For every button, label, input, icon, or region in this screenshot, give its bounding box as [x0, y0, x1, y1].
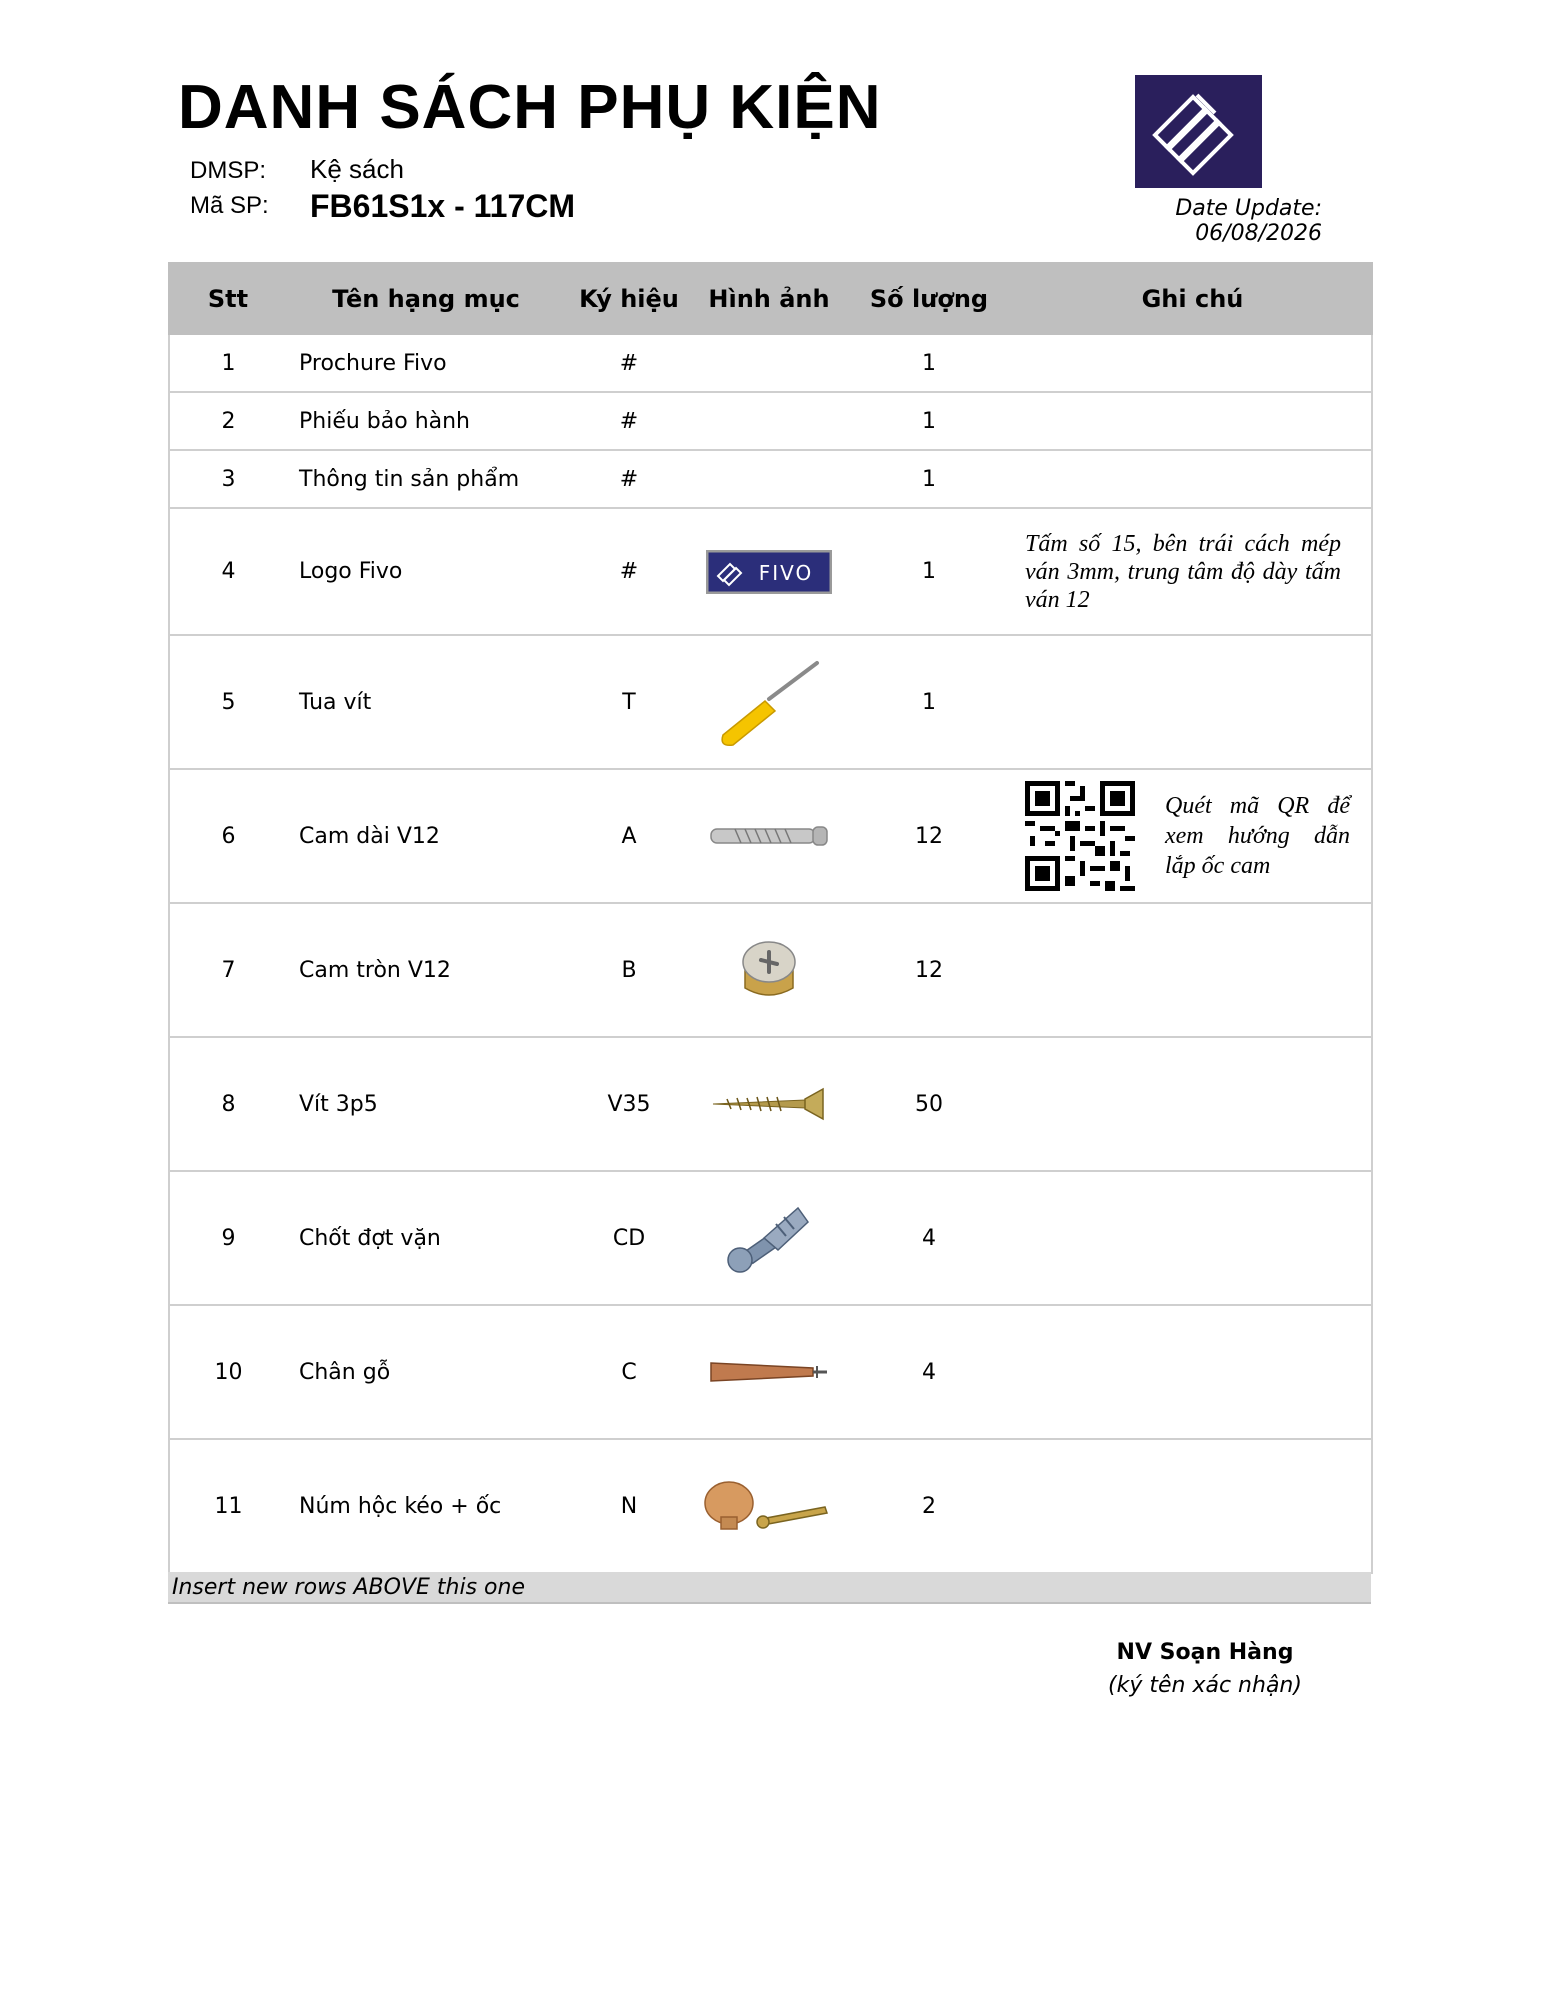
- col-header-name: Tên hạng mục: [287, 263, 565, 334]
- row-note: [1013, 450, 1372, 508]
- drawer-knob-icon: [703, 1479, 835, 1533]
- row-qty: 12: [845, 903, 1013, 1037]
- row-image: [693, 769, 845, 903]
- row-qty: 1: [845, 450, 1013, 508]
- table-row: [169, 903, 1372, 1037]
- row-code: C: [565, 1305, 693, 1439]
- qr-code-icon[interactable]: [1025, 781, 1135, 891]
- row-code: B: [565, 903, 693, 1037]
- row-note: [1013, 769, 1372, 903]
- qr-note-wrap: [1013, 781, 1371, 891]
- signature-subtitle: (ký tên xác nhận): [1108, 1673, 1302, 1698]
- row-note: [1013, 635, 1372, 769]
- accessory-table: [168, 262, 1373, 1574]
- row-name: Cam dài V12: [287, 769, 565, 903]
- row-qty: 2: [845, 1439, 1013, 1573]
- row-code: #: [565, 392, 693, 450]
- row-note: [1013, 334, 1372, 392]
- row-image: [693, 1305, 845, 1439]
- row-stt: 8: [169, 1037, 287, 1171]
- row-stt: 1: [169, 334, 287, 392]
- row-note: [1013, 508, 1372, 635]
- dmsp-value: Kệ sách: [310, 154, 404, 184]
- col-header-qty: Số lượng: [845, 263, 1013, 334]
- long-cam-bolt-icon: [707, 821, 831, 851]
- col-header-stt: Stt: [169, 263, 287, 334]
- row-image: [693, 508, 845, 635]
- row-code: #: [565, 334, 693, 392]
- row-stt: 11: [169, 1439, 287, 1573]
- row-image: [693, 903, 845, 1037]
- row-qty: 1: [845, 635, 1013, 769]
- row-stt: 7: [169, 903, 287, 1037]
- row-note: [1013, 1305, 1372, 1439]
- date-update: Date Update: 06/08/2026: [1175, 196, 1322, 246]
- table-row: [169, 1171, 1372, 1305]
- row-code: #: [565, 450, 693, 508]
- row-image: [693, 450, 845, 508]
- row-name: Prochure Fivo: [287, 334, 565, 392]
- row-name: Chân gỗ: [287, 1305, 565, 1439]
- row-qty: 4: [845, 1171, 1013, 1305]
- row-code: T: [565, 635, 693, 769]
- row-name: Phiếu bảo hành: [287, 392, 565, 450]
- shelf-pin-icon: [724, 1202, 814, 1274]
- row-image: [693, 1037, 845, 1171]
- row-note: [1013, 903, 1372, 1037]
- dmsp-label: DMSP:: [190, 157, 267, 184]
- screwdriver-icon: [709, 657, 829, 747]
- row-name: Núm hộc kéo + ốc: [287, 1439, 565, 1573]
- row-stt: 6: [169, 769, 287, 903]
- row-stt: 10: [169, 1305, 287, 1439]
- row-note: [1013, 1037, 1372, 1171]
- table-row: [169, 1037, 1372, 1171]
- page-title: DANH SÁCH PHỤ KIỆN: [178, 73, 882, 142]
- table-row: [169, 508, 1372, 635]
- qr-note-text: Quét mã QR để xem hướng dẫn lắp ốc cam: [1165, 793, 1350, 879]
- row-code: V35: [565, 1037, 693, 1171]
- row-image: [693, 1439, 845, 1573]
- row-qty: 50: [845, 1037, 1013, 1171]
- table-row: [169, 1439, 1372, 1573]
- insert-rows-note: Insert new rows ABOVE this one: [168, 1572, 1371, 1604]
- row-code: #: [565, 508, 693, 635]
- row-code: N: [565, 1439, 693, 1573]
- row-image: [693, 334, 845, 392]
- row-name: Logo Fivo: [287, 508, 565, 635]
- row-name: Thông tin sản phẩm: [287, 450, 565, 508]
- row-stt: 2: [169, 392, 287, 450]
- masp-label: Mã SP:: [190, 192, 269, 219]
- row-qty: 1: [845, 508, 1013, 635]
- fivo-logo-badge-icon: [706, 550, 832, 594]
- row-name: Tua vít: [287, 635, 565, 769]
- wood-screw-icon: [711, 1087, 827, 1121]
- row-stt: 5: [169, 635, 287, 769]
- signature-title: NV Soạn Hàng: [1116, 1640, 1294, 1665]
- col-header-image: Hình ảnh: [693, 263, 845, 334]
- row-stt: 4: [169, 508, 287, 635]
- row-stt: 9: [169, 1171, 287, 1305]
- table-row: [169, 450, 1372, 508]
- table-row: [169, 392, 1372, 450]
- row-qty: 1: [845, 334, 1013, 392]
- row-qty: 12: [845, 769, 1013, 903]
- stripes-logo-icon: [1135, 75, 1262, 188]
- masp-value: FB61S1x - 117CM: [310, 188, 576, 224]
- row-image: [693, 1171, 845, 1305]
- row-note: [1013, 1171, 1372, 1305]
- col-header-code: Ký hiệu: [565, 263, 693, 334]
- wooden-leg-icon: [709, 1357, 829, 1387]
- row-code: A: [565, 769, 693, 903]
- row-qty: 4: [845, 1305, 1013, 1439]
- round-cam-icon: [739, 938, 799, 1002]
- table-row: [169, 635, 1372, 769]
- row-code: CD: [565, 1171, 693, 1305]
- row-note: [1013, 392, 1372, 450]
- row-stt: 3: [169, 450, 287, 508]
- table-row: [169, 334, 1372, 392]
- note-text: Tấm số 15, bên trái cách mép ván 3mm, trung tâm độ dày tấm ván 12: [1025, 530, 1341, 613]
- fivo-logo-text: FIVO: [758, 560, 814, 585]
- row-image: [693, 635, 845, 769]
- row-name: Chốt đợt vặn: [287, 1171, 565, 1305]
- table-row: [169, 1305, 1372, 1439]
- row-note: [1013, 1439, 1372, 1573]
- table-row: [169, 769, 1372, 903]
- table-header-row: [169, 263, 1372, 334]
- company-logo: [1135, 75, 1262, 188]
- row-qty: 1: [845, 392, 1013, 450]
- col-header-note: Ghi chú: [1013, 263, 1372, 334]
- row-name: Vít 3p5: [287, 1037, 565, 1171]
- row-name: Cam tròn V12: [287, 903, 565, 1037]
- row-image: [693, 392, 845, 450]
